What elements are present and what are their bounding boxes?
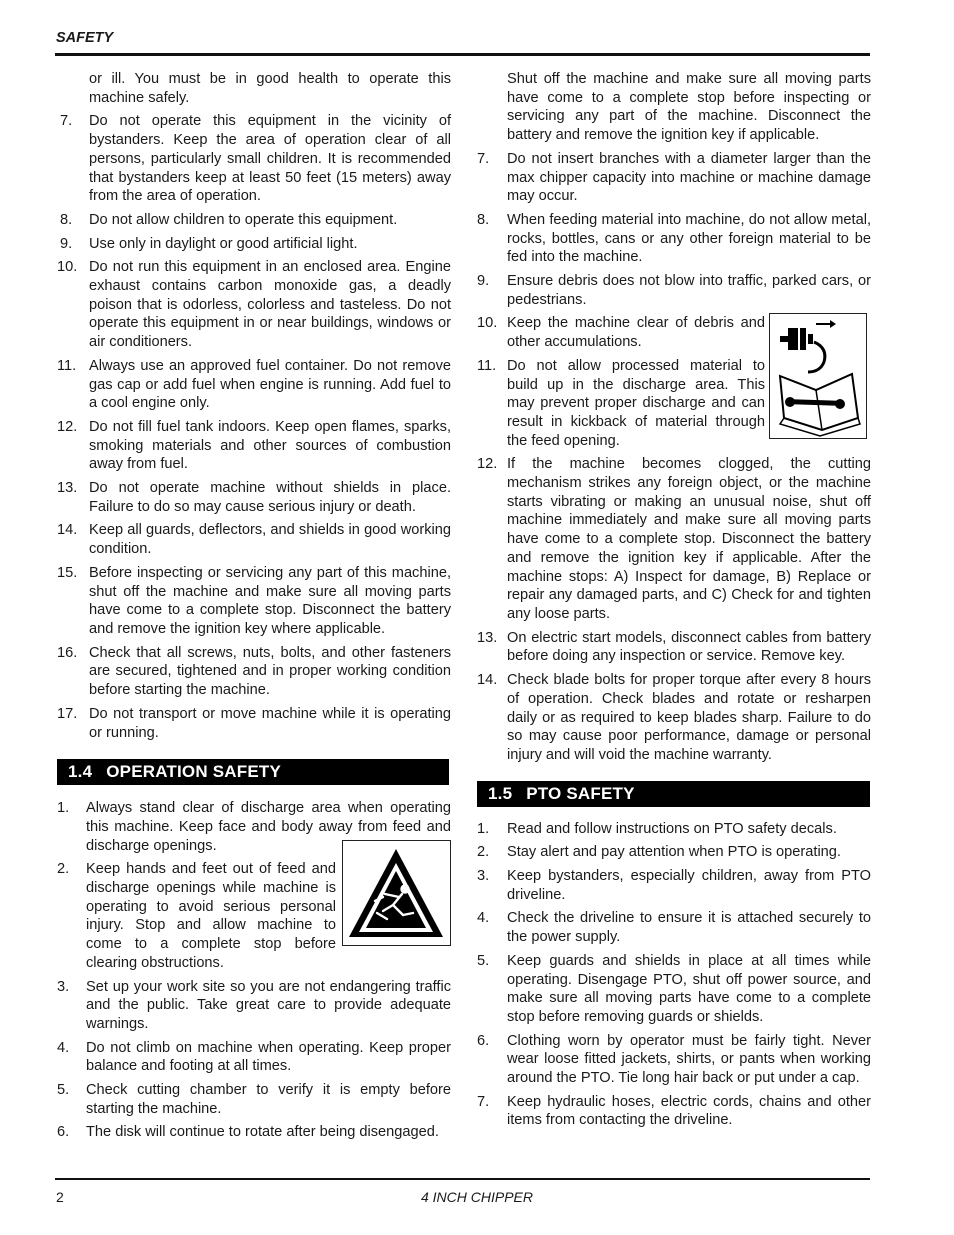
list-item	[477, 211, 871, 267]
item-text: Do not fill fuel tank indoors. Keep open flames, sparks, smoking materials and other sources of combustion away from fuel.	[89, 418, 451, 473]
header-rule	[55, 53, 870, 56]
item-text: Read and follow instructions on PTO safety decals.	[507, 820, 837, 837]
list-item	[477, 629, 871, 666]
list-item	[57, 258, 451, 352]
list-item	[57, 418, 451, 474]
section-heading-pto-safety	[477, 781, 870, 807]
list-item	[57, 479, 451, 516]
item-text: Do not climb on machine when operating. Keep proper balance and footing at all times.	[86, 1039, 451, 1075]
item-number: 2.	[57, 861, 70, 878]
item-number: 4.	[477, 910, 490, 927]
item-text: Keep hydraulic hoses, electric cords, chains and other items from contacting the driveline.	[507, 1093, 871, 1129]
item-number: 13.	[477, 629, 498, 646]
item-text: Always stand clear of discharge area when operating this machine. Keep face and body away from feed and discharge openings.	[86, 800, 451, 854]
item-text: Check blade bolts for proper torque after every 8 hours of operation. Check blades and rotate or resharpen daily or as required to keep blades sharp. Failure to do so may cause poor performance, damage or personal injury and will void the machine warranty.	[507, 672, 871, 763]
section-number: 1.4	[68, 762, 93, 782]
item-text: Check the driveline to ensure it is attached securely to the power supply.	[507, 910, 871, 946]
item-number: 7.	[60, 113, 73, 130]
left-column	[57, 70, 451, 1147]
item-number: 10.	[477, 315, 498, 332]
item-text: Clothing worn by operator must be fairly tight. Never wear loose fitted jackets, shirts, or pants when working around the PTO. Tie long hair back or put under a cap.	[507, 1032, 871, 1087]
section-number: 1.5	[488, 783, 513, 803]
item-number: 9.	[60, 235, 73, 252]
list-item	[477, 952, 871, 1027]
item-number: 7.	[477, 150, 490, 167]
item-number: 10.	[57, 259, 78, 276]
item-number: 3.	[477, 868, 490, 885]
item-number: 9.	[477, 273, 490, 290]
list-item	[57, 644, 451, 700]
item-number: 4.	[57, 1039, 70, 1056]
page-header-title: SAFETY	[56, 30, 114, 46]
list-item	[57, 521, 451, 558]
item-text: Do not operate this equipment in the vicinity of bystanders. Keep the area of operation clear of all persons, particularly small children. It is recommended that bystanders keep at least 50 feet (15 meters) away from the area of operation.	[89, 113, 451, 205]
item-text: Ensure debris does not blow into traffic, parked cars, or pedestrians.	[507, 273, 871, 308]
item-text: The disk will continue to rotate after being disengaged.	[86, 1124, 439, 1141]
item-text: Check that all screws, nuts, bolts, and other fasteners are secured, tightened and in proper working condition before starting the machine.	[89, 644, 451, 699]
item-number: 1.	[477, 820, 490, 837]
list-item	[477, 1032, 871, 1088]
item-text: Keep guards and shields in place at all times while operating. Disengage PTO, shut off power source, and make sure all moving parts have come to a complete stop before removing guards or shields.	[507, 952, 871, 1025]
item-number: 8.	[60, 211, 73, 228]
item-text: If the machine becomes clogged, the cutting mechanism strikes any foreign object, or the machine starts vibrating or making an unusual noise, shut off machine immediately and make sure all moving parts have come to a complete stop. Disconnect the battery and remove the ignition key if applicable. After the machine stops: A) Inspect for damage, B) Replace or repair any damaged parts, and C) Check for and tighten any loose parts.	[507, 456, 871, 622]
item-text: Check cutting chamber to verify it is empty before starting the machine.	[86, 1082, 451, 1117]
item-number: 8.	[477, 211, 490, 228]
item-number: 5.	[477, 952, 490, 969]
list-item	[57, 211, 451, 230]
list-item	[57, 357, 451, 413]
item-text: Do not insert branches with a diameter larger than the max chipper capacity into machine or machine damage may occur.	[507, 150, 871, 205]
item-number: 17.	[57, 705, 78, 722]
list-item	[477, 909, 871, 946]
section-title: OPERATION SAFETY	[106, 762, 282, 782]
feed-opening-warning-icon	[342, 840, 451, 946]
item-text: Do not run this equipment in an enclosed area. Engine exhaust contains carbon monoxide gas, a deadly poison that is odorless, colorless and tasteless. Do not operate this equipment in or near buildings, windows or air conditioners.	[89, 259, 451, 351]
item-number: 5.	[57, 1082, 70, 1099]
list-item	[477, 843, 871, 862]
item-text: Keep the machine clear of debris and other accumulations.	[507, 315, 765, 351]
list-item	[477, 272, 871, 309]
item-number: 3.	[57, 978, 70, 995]
list-item	[477, 820, 871, 839]
item-text: Do not operate machine without shields in place. Failure to do so may cause serious injury or death.	[89, 480, 451, 515]
item-text: On electric start models, disconnect cables from battery before doing any inspection or service. Remove key.	[507, 629, 871, 665]
item-number: 7.	[477, 1093, 490, 1110]
list-item	[57, 112, 451, 206]
item-text: Always use an approved fuel container. Do not remove gas cap or add fuel when engine is running. Add fuel to a cool engine only.	[89, 357, 451, 412]
list-item	[57, 1123, 451, 1142]
continued-paragraph: or ill. You must be in good health to operate this machine safely.	[89, 71, 451, 106]
item-text: Do not transport or move machine while it is operating or running.	[89, 705, 451, 741]
item-number: 11.	[477, 357, 497, 374]
item-text: When feeding material into machine, do not allow metal, rocks, bottles, cans or any other foreign material to be fed into the machine.	[507, 211, 871, 266]
list-item	[477, 150, 871, 206]
list-item	[57, 564, 451, 639]
footer-rule	[55, 1178, 870, 1180]
item-number: 14.	[57, 522, 78, 539]
item-number: 12.	[477, 456, 498, 473]
item-text: Keep hands and feet out of feed and discharge openings while machine is operating to avoid serious personal injury. Stop and allow machine to come to a complete stop before clearing obstructions.	[86, 861, 336, 971]
list-item	[57, 1039, 451, 1076]
item-number: 14.	[477, 672, 498, 689]
right-column	[477, 70, 871, 1135]
continued-paragraph: Shut off the machine and make sure all moving parts have come to a complete stop before inspecting or servicing any part of the machine. Disconnect the battery and remove the ignition key if applicable.	[507, 71, 871, 144]
item-number: 6.	[57, 1124, 70, 1141]
disconnect-and-read-manual-icon	[769, 313, 867, 439]
list-item	[477, 671, 871, 765]
list-item	[57, 1081, 451, 1118]
list-item	[477, 455, 871, 623]
section-heading-operation-safety	[57, 759, 449, 785]
list-item	[477, 1093, 871, 1130]
item-text: Before inspecting or servicing any part of this machine, shut off the machine and make sure all moving parts have come to a complete stop. Disconnect the battery and remove the ignition key where applicable.	[89, 564, 451, 637]
list-item	[57, 978, 451, 1034]
item-number: 6.	[477, 1032, 490, 1049]
item-number: 11.	[57, 357, 77, 374]
item-number: 15.	[57, 564, 78, 581]
item-text: Keep bystanders, especially children, away from PTO driveline.	[507, 868, 871, 903]
item-number: 2.	[477, 844, 490, 861]
item-number: 13.	[57, 480, 78, 497]
items-with-icon-group	[477, 314, 871, 450]
list-item	[57, 235, 451, 254]
page-number: 2	[56, 1189, 64, 1205]
section-title: PTO SAFETY	[526, 783, 635, 803]
footer-title: 4 INCH CHIPPER	[420, 1189, 534, 1205]
item-text: Set up your work site so you are not endangering traffic and the public. Take great care to provide adequate warnings.	[86, 978, 451, 1032]
item-text: Stay alert and pay attention when PTO is operating.	[507, 844, 841, 861]
list-item	[477, 867, 871, 904]
item-text: Use only in daylight or good artificial light.	[89, 235, 358, 252]
item-text: Keep all guards, deflectors, and shields in good working condition.	[89, 522, 451, 558]
item-number: 12.	[57, 418, 78, 435]
item-number: 16.	[57, 644, 78, 661]
list-item	[57, 860, 451, 972]
item-text: Do not allow children to operate this equipment.	[89, 211, 398, 228]
list-item	[477, 314, 765, 351]
item-text: Do not allow processed material to build up in the discharge area. This may prevent proper discharge and can result in kickback of material through the feed opening.	[507, 357, 765, 449]
list-item	[477, 357, 765, 451]
item-number: 1.	[57, 800, 70, 817]
list-item	[57, 705, 451, 742]
